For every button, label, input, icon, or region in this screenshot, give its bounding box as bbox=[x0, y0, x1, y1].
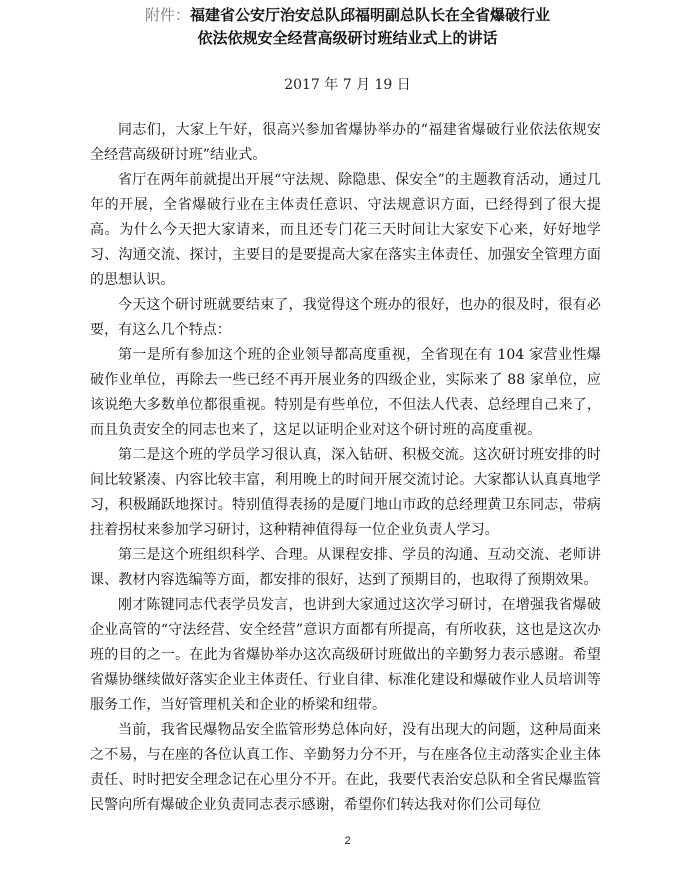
paragraph: 同志们，大家上午好，很高兴参加省爆协举办的“福建省爆破行业依法依规安全经营高级研讨班”结业式。 bbox=[90, 122, 601, 163]
document-title-line-2: 依法依规安全经营高级研讨班结业式上的讲话 bbox=[197, 29, 498, 47]
paragraph: 今天这个研讨班就要结束了，我觉得这个班办的很好，也办的很及时，很有必要，有这么几个特点： bbox=[90, 297, 601, 338]
paragraph: 当前，我省民爆物品安全监管形势总体向好，没有出现大的问题，这种局面来之不易，与在座的各位认真工作、辛勤努力分不开，与在座各位主动落实企业主体责任、时时把安全理念记在心里分不开。在此，我要代表治安总队和全省民爆监管民警向所有爆破企业负责同志表示感谢，希望你们转达我对你们公司每位 bbox=[90, 722, 601, 813]
paragraph: 第一是所有参加这个班的企业领导都高度重视，全省现在有 104 家营业性爆破作业单位，再除去一些已经不再开展业务的四级企业，实际来了 88 家单位，应该说绝大多数单位都很重视。特别是有些单位，不但法人代表、总经理自己来了，而且负责安全的同志也来了，这足以证明企业对这个研讨班的高度重视。 bbox=[90, 347, 601, 438]
document-date: 2017 年 7 月 19 日 bbox=[284, 77, 411, 93]
paragraph: 第三是这个班组织科学、合理。从课程安排、学员的沟通、互动交流、老师讲课、教材内容选编等方面，都安排的很好，达到了预期目的，也取得了预期效果。 bbox=[90, 547, 601, 588]
document-title-line-1 bbox=[0, 5, 695, 25]
paragraph: 第二是这个班的学员学习很认真，深入钻研、积极交流。这次研讨班安排的时间比较紧凑、内容比较丰富，利用晚上的时间开展交流讨论。大家都认认真真地学习，积极踊跃地探讨。特别值得表扬的是厦门地山市政的总经理黄卫东同志，带病拄着拐杖来参加学习研讨，这种精神值得每一位企业负责人学习。 bbox=[90, 447, 601, 538]
paragraph: 省厅在两年前就提出开展“守法规、除隐患、保安全”的主题教育活动，通过几年的开展，全省爆破行业在主体责任意识、守法规意识方面，已经得到了很大提高。为什么今天把大家请来，而且还专门花三天时间让大家安下心来，好好地学习、沟通交流、探讨，主要目的是要提高大家在落实主体责任、加强安全管理方面的思想认识。 bbox=[90, 172, 601, 288]
paragraph: 刚才陈键同志代表学员发言，也讲到大家通过这次学习研讨，在增强我省爆破企业高管的“守法经营、安全经营”意识方面都有所提高，有所收获，这也是这次办班的目的之一。在此为省爆协举办这次高级研讨班做出的辛勤努力表示感谢。希望省爆协继续做好落实企业主体责任、行业自律、标准化建设和爆破作业人员培训等服务工作，当好管理机关和企业的桥梁和纽带。 bbox=[90, 597, 601, 713]
attachment-prefix: 附件： bbox=[144, 6, 190, 24]
title-text-1: 福建省公安厅治安总队邱福明副总队长在全省爆破行业 bbox=[190, 6, 551, 24]
page-number: 2 bbox=[344, 835, 351, 847]
document-body bbox=[90, 118, 601, 818]
